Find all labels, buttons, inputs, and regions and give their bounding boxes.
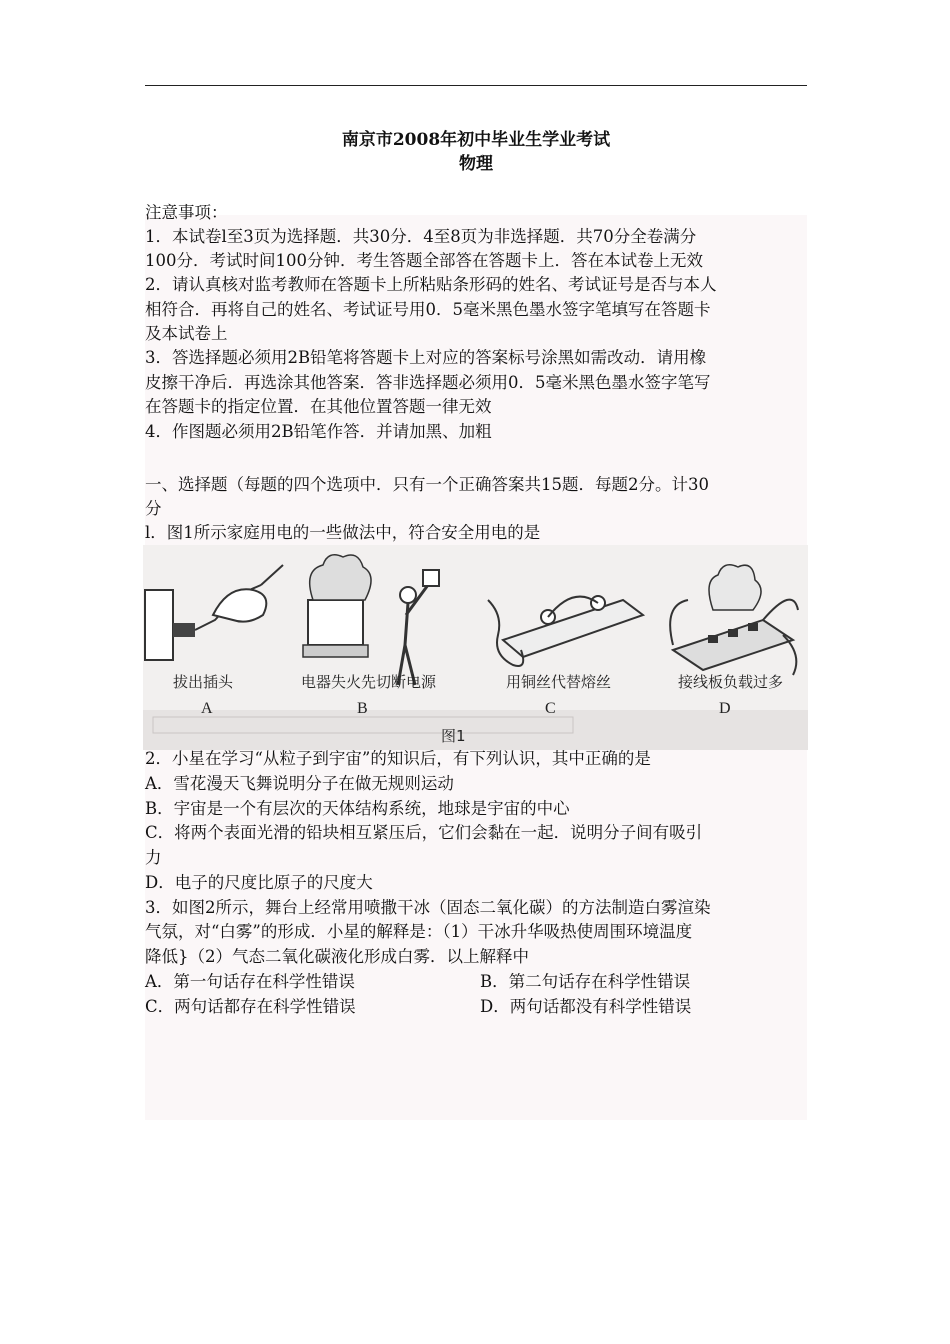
question-3-stem: 3．如图2所示，舞台上经常用喷撒干冰（固态二氧化碳）的方法制造白雾渲染 bbox=[145, 898, 711, 917]
question-2-stem: 2．小星在学习“从粒子到宇宙”的知识后，有下列认识，其中正确的是 bbox=[145, 749, 651, 768]
unplug-icon bbox=[145, 565, 283, 660]
panel-d-letter: D bbox=[719, 700, 731, 717]
panel-c-label: 用铜丝代替熔丝 bbox=[506, 673, 612, 691]
notice-heading: 注意事项： bbox=[145, 203, 228, 222]
notice-line: 及本试卷上 bbox=[145, 324, 228, 343]
notice-line: 4．作图题必须用2B铅笔作答．并请加黑、加粗 bbox=[145, 422, 492, 441]
panel-b-label: 电器失火先切断电源 bbox=[301, 673, 437, 691]
question-3-option: A．第一句话存在科学性错误 bbox=[145, 972, 355, 991]
copper-wire-fuse-icon bbox=[488, 596, 643, 666]
question-3-stem: 降低}（2）气态二氧化碳液化形成白雾．以上解释中 bbox=[145, 947, 529, 966]
question-2-option: A．雪花漫天飞舞说明分子在做无规则运动 bbox=[145, 774, 454, 793]
question-2-option: 力 bbox=[145, 848, 162, 867]
exam-title: 南京市2008年初中毕业生学业考试 bbox=[341, 130, 611, 150]
overloaded-power-strip-icon bbox=[670, 565, 798, 675]
panel-c-letter: C bbox=[545, 700, 556, 717]
figure-caption: 图1 bbox=[441, 727, 466, 745]
appliance-fire-icon bbox=[303, 555, 439, 685]
panel-a-letter: A bbox=[201, 700, 213, 717]
question-2-option: B．宇宙是一个有层次的天体结构系统，地球是宇宙的中心 bbox=[145, 799, 570, 818]
notice-line: 在答题卡的指定位置．在其他位置答题一律无效 bbox=[145, 397, 492, 416]
question-3-option: C．两句话都存在科学性错误 bbox=[145, 997, 356, 1016]
section-heading: 分 bbox=[145, 499, 162, 518]
notice-line: 2．请认真核对监考教师在答题卡上所粘贴条形码的姓名、考试证号是否与本人 bbox=[145, 275, 717, 294]
panel-a-label: 拔出插头 bbox=[173, 673, 234, 691]
notice-line: 3．答选择题必须用2B铅笔将答题卡上对应的答案标号涂黑如需改动．请用橡 bbox=[145, 348, 707, 367]
section-heading: 一、选择题（每题的四个选项中．只有一个正确答案共15题．每题2分。计30 bbox=[145, 475, 709, 494]
exam-subject: 物理 bbox=[459, 154, 493, 174]
question-3-option: D．两句话都没有科学性错误 bbox=[480, 997, 692, 1016]
question-2-option: D．电子的尺度比原子的尺度大 bbox=[145, 873, 373, 892]
question-2-option: C．将两个表面光滑的铅块相互紧压后，它们会黏在一起．说明分子间有吸引 bbox=[145, 823, 703, 842]
notice-line: 相符合．再将自己的姓名、考试证号用0．5毫米黑色墨水签字笔填写在答题卡 bbox=[145, 300, 711, 319]
notice-line: 皮擦干净后．再选涂其他答案．答非选择题必须用0．5毫米黑色墨水签字笔写 bbox=[145, 373, 711, 392]
question-3-option: B．第二句话存在科学性错误 bbox=[480, 972, 691, 991]
figure-1 bbox=[143, 545, 808, 750]
notice-line: 100分．考试时间100分钟．考生答题全部答在答题卡上．答在本试卷上无效 bbox=[145, 251, 703, 270]
panel-b-letter: B bbox=[357, 700, 368, 717]
question-3-stem: 气氛，对“白雾”的形成．小星的解释是：（1）干冰升华吸热使周围环境温度 bbox=[145, 922, 693, 941]
panel-d-label: 接线板负载过多 bbox=[678, 673, 784, 691]
question-1-stem: l．图1所示家庭用电的一些做法中，符合安全用电的是 bbox=[145, 523, 541, 542]
header-rule bbox=[145, 85, 807, 86]
notice-line: 1．本试卷l至3页为选择题．共30分．4至8页为非选择题．共70分全卷满分 bbox=[145, 227, 697, 246]
